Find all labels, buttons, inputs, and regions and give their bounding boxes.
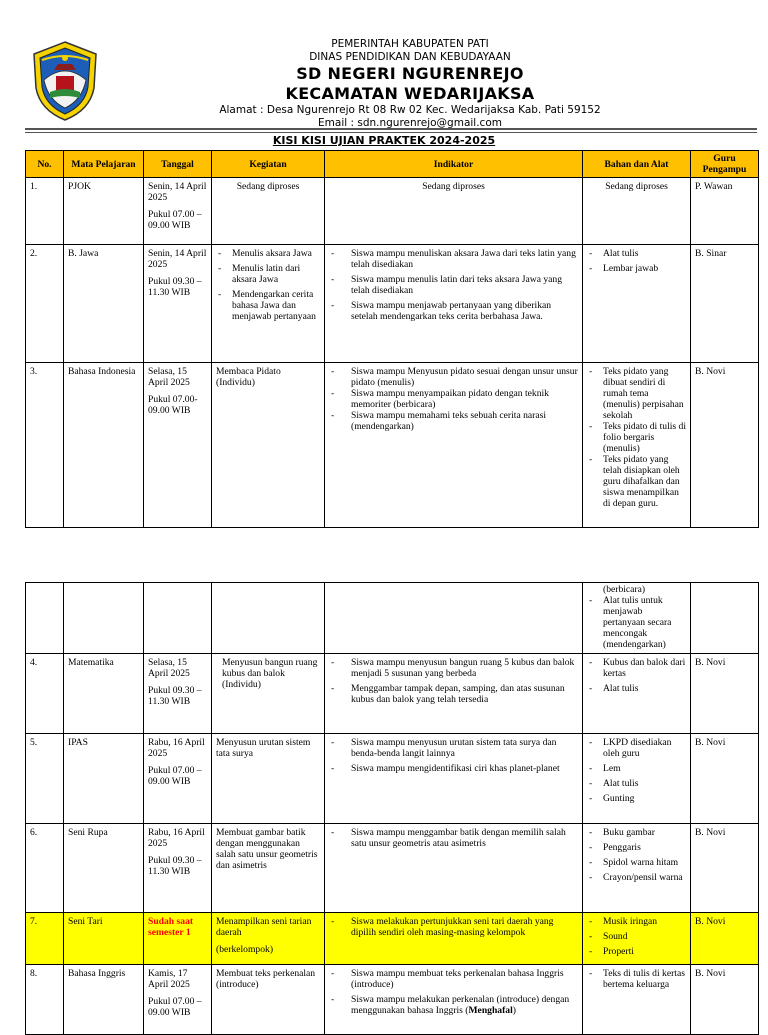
row-materials	[583, 913, 691, 965]
row-materials	[583, 965, 691, 1035]
row-subject: PJOK	[64, 178, 144, 245]
material-item: - Gunting	[587, 793, 686, 804]
row-indicator	[325, 824, 583, 913]
exam-grid-table	[25, 150, 759, 528]
row-no: 4.	[26, 654, 64, 734]
row-teacher: B. Novi	[691, 654, 759, 734]
row-time: Pukul 07.00- 09.00 WIB	[148, 394, 198, 416]
row-date-day: Senin, 14 April 2025	[148, 181, 207, 203]
row-indicator	[325, 913, 583, 965]
indicator-item: - Siswa mampu menyusun urutan sistem tata surya dan benda-benda langit lainnya	[329, 737, 578, 759]
row-time: Pukul 09.30 – 11.30 WIB	[148, 855, 202, 877]
row-materials: Sedang diproses	[583, 178, 691, 245]
material-item: - Alat tulis	[587, 778, 686, 789]
header-divider	[25, 128, 757, 130]
row-time: Pukul 09.30 – 11.30 WIB	[148, 685, 202, 707]
row-date	[144, 824, 212, 913]
col-header-activity: Kegiatan	[212, 151, 325, 178]
row-date-day: Rabu, 16 April 2025	[148, 827, 205, 849]
row-date	[144, 178, 212, 245]
row-subject: B. Jawa	[64, 245, 144, 363]
row-activity: Membaca Pidato (Individu)	[212, 363, 325, 528]
row-no: 6.	[26, 824, 64, 913]
row-date	[144, 654, 212, 734]
row-teacher: B. Novi	[691, 363, 759, 528]
indicator-item: - Siswa mampu Menyusun pidato sesuai dengan unsur unsur pidato (menulis)	[329, 366, 578, 388]
row-activity	[212, 913, 325, 965]
activity-group-note: (berkelompok)	[216, 944, 274, 955]
table-row	[26, 654, 759, 734]
row-date-day: Senin, 14 April 2025	[148, 248, 207, 270]
material-item: - Spidol warna hitam	[587, 857, 686, 868]
row-activity: Membuat gambar batik dengan menggunakan salah satu unsur geometris dan asimetris	[212, 824, 325, 913]
table-row-highlighted	[26, 913, 759, 965]
exam-grid-table-continued	[25, 582, 759, 1035]
row-subject: Bahasa Indonesia	[64, 363, 144, 528]
row-date-day: Kamis, 17 April 2025	[148, 968, 190, 990]
material-item: - Teks pidato yang dibuat sendiri di rumah tema (menulis) perpisahan sekolah	[587, 366, 686, 421]
table-header-row	[26, 151, 759, 178]
row-date	[144, 965, 212, 1035]
table-row	[26, 178, 759, 245]
material-item: - Properti	[587, 946, 686, 957]
regency-emblem-icon	[30, 40, 100, 122]
indicator-item: - Siswa mampu membuat teks perkenalan bahasa Inggris (introduce)	[329, 968, 578, 990]
row-indicator	[325, 654, 583, 734]
row-time: Pukul 09.30 – 11.30 WIB	[148, 276, 202, 298]
table-row	[26, 734, 759, 824]
material-item: - Penggaris	[587, 842, 686, 853]
row-date	[144, 363, 212, 528]
row-subject: Bahasa Inggris	[64, 965, 144, 1035]
row-date	[144, 245, 212, 363]
material-item: - Musik iringan	[587, 916, 686, 927]
indicator-item: - Menggambar tampak depan, samping, dan atas susunan kubus dan balok yang telah tersedia	[329, 683, 578, 705]
row-date-day: Selasa, 15 April 2025	[148, 366, 190, 388]
material-item: - Teks pidato yang telah disiapkan oleh guru dihafalkan dan siswa menampilkan di depan guru.	[587, 454, 686, 509]
material-item: - Buku gambar	[587, 827, 686, 838]
row-activity	[212, 245, 325, 363]
row-time: Pukul 07.00 – 09.00 WIB	[148, 765, 202, 787]
row-materials	[583, 824, 691, 913]
material-item: - Lem	[587, 763, 686, 774]
row-subject: IPAS	[64, 734, 144, 824]
row-subject: Matematika	[64, 654, 144, 734]
table-row	[26, 824, 759, 913]
indicator-item: - Siswa melakukan pertunjukkan seni tari daerah yang dipilih sendiri oleh masing-masing kelompok	[329, 916, 578, 938]
school-name: SD NEGERI NGURENREJO	[296, 64, 524, 83]
material-item: - Alat tulis	[587, 683, 686, 694]
row-no: 2.	[26, 245, 64, 363]
indicator-item: - Siswa mampu melakukan perkenalan (introduce) dengan menggunakan bahasa Inggris (Menghafal)	[329, 994, 578, 1016]
letterhead-text	[160, 38, 660, 130]
indicator-item: - Siswa mampu menyampaikan pidato dengan teknik memoriter (berbicara)	[329, 388, 578, 410]
activity-item: - Mendengarkan cerita bahasa Jawa dan menjawab pertanyaan	[216, 289, 320, 322]
table-row-continuation	[26, 583, 759, 654]
table-row	[26, 965, 759, 1035]
material-item: - Crayon/pensil warna	[587, 872, 686, 883]
material-item: - Lembar jawab	[587, 263, 686, 274]
material-item: - Alat tulis untuk menjawab pertanyaan secara mencongak (mendengarkan)	[587, 595, 686, 650]
row-no: 8.	[26, 965, 64, 1035]
row-subject: Seni Rupa	[64, 824, 144, 913]
document-title: KISI KISI UJIAN PRAKTEK 2024-2025	[272, 134, 496, 147]
row-activity: Sedang diproses	[212, 178, 325, 245]
row-materials	[583, 583, 691, 654]
row-date	[144, 734, 212, 824]
row-time: Pukul 07.00 – 09.00 WIB	[148, 996, 202, 1018]
col-header-no: No.	[26, 151, 64, 178]
row-teacher: B. Novi	[691, 824, 759, 913]
row-materials	[583, 363, 691, 528]
indicator-item: - Siswa mampu menjawab pertanyaan yang diberikan setelah mendengarkan teks cerita berbahasa Jawa.	[329, 300, 578, 322]
letterhead	[0, 0, 768, 150]
school-email: Email : sdn.ngurenrejo@gmail.com	[318, 117, 502, 129]
row-materials	[583, 245, 691, 363]
row-teacher: B. Novi	[691, 734, 759, 824]
row-indicator	[325, 245, 583, 363]
district-name: KECAMATAN WEDARIJAKSA	[285, 84, 535, 103]
material-item: - Alat tulis	[587, 248, 686, 259]
row-indicator: Sedang diproses	[325, 178, 583, 245]
row-time: Pukul 07.00 – 09.00 WIB	[148, 209, 202, 231]
col-header-indicator: Indikator	[325, 151, 583, 178]
row-date-note: Sudah saat semester 1	[144, 913, 212, 965]
row-no: 7.	[26, 913, 64, 965]
row-indicator	[325, 363, 583, 528]
col-header-subject: Mata Pelajaran	[64, 151, 144, 178]
row-teacher: P. Wawan	[691, 178, 759, 245]
row-teacher: B. Novi	[691, 965, 759, 1035]
row-no: 1.	[26, 178, 64, 245]
row-teacher: B. Sinar	[691, 245, 759, 363]
material-item: - Teks pidato di tulis di folio bergaris (menulis)	[587, 421, 686, 454]
department-line: DINAS PENDIDIKAN DAN KEBUDAYAAN	[309, 51, 511, 63]
school-address: Alamat : Desa Ngurenrejo Rt 08 Rw 02 Kec. Wedarijaksa Kab. Pati 59152	[219, 104, 601, 116]
row-date-day: Rabu, 16 April 2025	[148, 737, 205, 759]
row-materials	[583, 734, 691, 824]
indicator-item: - Siswa mampu mengidentifikasi ciri khas planet-planet	[329, 763, 578, 774]
material-item: - Teks di tulis di kertas bertema keluarga	[587, 968, 686, 990]
row-materials	[583, 654, 691, 734]
row-teacher: B. Novi	[691, 913, 759, 965]
material-continued-text: (berbicara)	[603, 584, 646, 595]
row-no: 3.	[26, 363, 64, 528]
indicator-item: - Siswa mampu menulis latin dari teks aksara Jawa yang telah disediakan	[329, 274, 578, 296]
col-header-date: Tanggal	[144, 151, 212, 178]
row-indicator	[325, 734, 583, 824]
activity-text: Menampilkan seni tarian daerah	[216, 916, 312, 938]
header-divider-thin	[25, 132, 757, 133]
table-row	[26, 245, 759, 363]
material-item: - LKPD disediakan oleh guru	[587, 737, 686, 759]
indicator-item: - Siswa mampu menggambar batik dengan memilih salah satu unsur geometris atau asimetris	[329, 827, 578, 849]
indicator-item: - Siswa mampu menuliskan aksara Jawa dari teks latin yang telah disediakan	[329, 248, 578, 270]
indicator-item: - Siswa mampu menyusun bangun ruang 5 kubus dan balok menjadi 5 susunan yang berbeda	[329, 657, 578, 679]
table-row	[26, 363, 759, 528]
row-no: 5.	[26, 734, 64, 824]
activity-item: - Menulis latin dari aksara Jawa	[216, 263, 320, 285]
material-item: - Kubus dan balok dari kertas	[587, 657, 686, 679]
row-activity: Menyusun urutan sistem tata surya	[212, 734, 325, 824]
indicator-item: - Siswa mampu memahami teks sebuah cerita narasi (mendengarkan)	[329, 410, 578, 432]
col-header-teacher: Guru Pengampu	[691, 151, 759, 178]
row-subject: Seni Tari	[64, 913, 144, 965]
row-activity: Membuat teks perkenalan (introduce)	[212, 965, 325, 1035]
row-indicator	[325, 965, 583, 1035]
activity-item: - Menulis aksara Jawa	[216, 248, 320, 259]
material-item: - Sound	[587, 931, 686, 942]
row-activity: Menyusun bangun ruang kubus dan balok (Individu)	[212, 654, 325, 734]
government-line: PEMERINTAH KABUPATEN PATI	[331, 38, 489, 50]
col-header-materials: Bahan dan Alat	[583, 151, 691, 178]
row-date-day: Selasa, 15 April 2025	[148, 657, 190, 679]
